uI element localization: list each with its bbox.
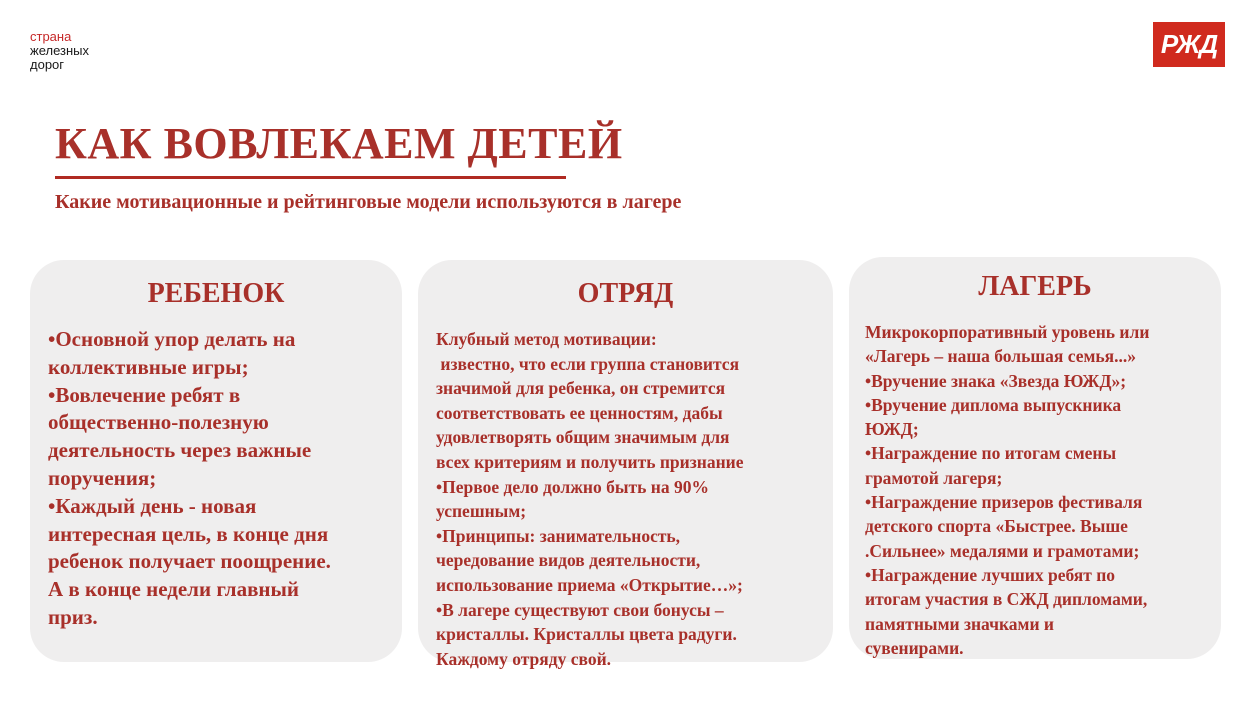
card-heading: РЕБЕНОК [147, 278, 285, 309]
card-child [30, 260, 402, 662]
card-line: •Каждый день - новая [48, 493, 257, 518]
brand-line-1: страна [30, 29, 72, 44]
card-line: •Основной упор делать на [48, 327, 296, 351]
card-line: •Награждение по итогам смены [865, 443, 1117, 464]
card-line: поручения; [48, 465, 157, 490]
card-line: грамотой лагеря; [865, 467, 1003, 488]
card-line: •Награждение лучших ребят по [865, 564, 1116, 585]
card-line: .Сильнее» медалями и грамотами; [865, 540, 1140, 561]
card-line: удовлетворять общим значимым для [436, 427, 730, 448]
page-title: КАК ВОВЛЕКАЕМ ДЕТЕЙ [55, 119, 623, 168]
card-line: •Принципы: занимательность, [436, 525, 681, 546]
title-underline [55, 176, 566, 179]
card-line: •Вручение знака «Звезда ЮЖД»; [865, 370, 1127, 391]
card-heading: ОТРЯД [577, 278, 674, 309]
card-line: •Первое дело должно быть на 90% [436, 476, 709, 497]
card-line: кристаллы. Кристаллы цвета радуги. [436, 624, 737, 645]
card-line: интересная цель, в конце дня [48, 521, 329, 546]
rzd-logo: РЖД [1153, 22, 1225, 67]
card-line: •Вручение диплома выпускника [865, 394, 1122, 415]
card-line: общественно-полезную [48, 410, 269, 435]
card-line: Каждому отряду свой. [436, 648, 612, 669]
card-heading: ЛАГЕРЬ [978, 271, 1092, 302]
card-line: соответствовать ее ценностям, дабы [436, 402, 723, 423]
card-line: ЮЖД; [865, 419, 919, 440]
card-line: успешным; [436, 501, 527, 522]
card-line: приз. [48, 604, 98, 629]
page-subtitle: Какие мотивационные и рейтинговые модели используются в лагере [55, 191, 682, 213]
card-line: сувенирами. [865, 637, 964, 658]
brand-line-2: железных [30, 43, 90, 58]
card-line: •В лагере существуют свои бонусы – [436, 599, 724, 620]
card-squad [418, 260, 833, 669]
card-line: памятными значками и [865, 613, 1055, 634]
card-camp [849, 257, 1221, 659]
card-line: ребенок получает поощрение. [48, 549, 331, 574]
card-body [865, 320, 1149, 660]
card-line: известно, что если группа становится [436, 353, 740, 374]
card-line: А в конце недели главный [48, 577, 300, 602]
card-body [436, 327, 744, 671]
card-body [48, 326, 331, 632]
brand-line-3: дорог [30, 57, 65, 72]
card-line: •Награждение призеров фестиваля [865, 492, 1143, 513]
brand-wordmark [30, 30, 89, 72]
card-line: чередование видов деятельности, [436, 550, 701, 571]
card-line: всех критериям и получить признание [436, 451, 744, 472]
card-line: итогам участия в СЖД дипломами, [865, 589, 1148, 610]
card-line: деятельность через важные [48, 438, 312, 463]
card-line: «Лагерь – наша большая семья...» [865, 346, 1136, 367]
card-line: использование приема «Открытие…»; [436, 574, 743, 595]
card-line: детского спорта «Быстрее. Выше [865, 516, 1128, 537]
card-line: Клубный метод мотивации: [436, 329, 657, 349]
card-line: •Вовлечение ребят в [48, 382, 241, 407]
card-line: значимой для ребенка, он стремится [436, 378, 726, 399]
card-line: коллективные игры; [48, 354, 249, 379]
card-line: Микрокорпоративный уровень или [865, 322, 1150, 342]
